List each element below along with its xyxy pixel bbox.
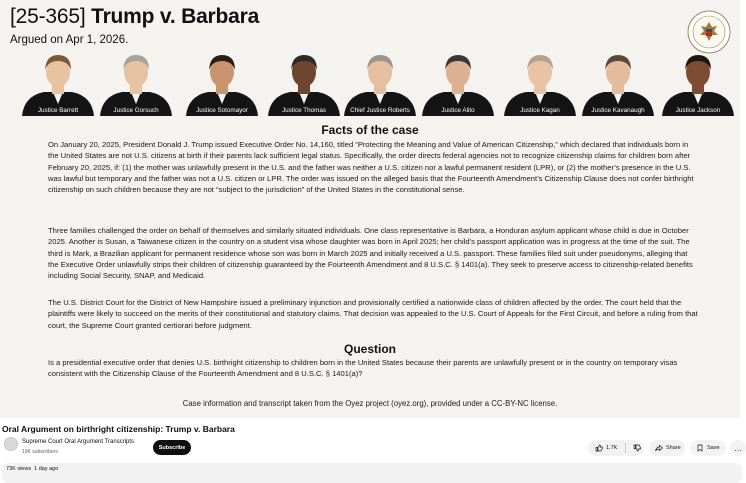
justice-portrait (658, 50, 738, 116)
justice-portrait (418, 50, 498, 116)
justice-name: Justice Alito (441, 107, 475, 114)
like-dislike-group (588, 440, 644, 456)
justice-portrait (264, 50, 344, 116)
justice-name: Justice Sotomayor (196, 107, 248, 114)
justice-portrait (182, 50, 262, 116)
more-actions-button[interactable] (730, 440, 746, 456)
share-icon (655, 444, 663, 452)
description-box[interactable] (2, 463, 742, 483)
save-icon (696, 444, 704, 452)
upload-age: 1 day ago (34, 466, 59, 472)
facts-paragraph: Three families challenged the order on behalf of themselves and similarly situated individuals. One class representative is Barbara, a Honduran asylum applicant whose child is due in October 2025. Another is Susan, a Taiwanese citizen in the country on a student visa whose daughter was born in April 2025; her child’s passport application was in progress at the time of the suit. The third is Mark, a Brazilian applicant for permanent residence whose son was born in March 2025 and initially received a U.S. passport. These families filed suit under pseudonyms, alleging that the Executive Order unlawfully strips their children of citizenship guaranteed by the Fourteenth Amendment and 8 U.S.C. § 1401(a). They seek to preserve access to citizenship-related benefits including Social Security, SNAP, and Medicaid. (48, 226, 693, 281)
facts-paragraph: The U.S. District Court for the District of New Hampshire issued a preliminary injunction and provisionally certified a nationwide class of children affected by the order. The court held that the plaintiffs were likely to succeed on the merits of their constitutional and statutory claims. That decision was appealed to the U.S. Court of Appeals for the First Circuit, and before a ruling from that court, the Supreme Court granted certiorari before judgment. (48, 298, 698, 330)
channel-name[interactable]: Supreme Court Oral Argument Transcripts (22, 439, 135, 445)
justice-portrait (578, 50, 658, 116)
like-button[interactable] (588, 440, 622, 456)
justice-name: Justice Gorsuch (113, 107, 159, 114)
save-label: Save (707, 445, 720, 451)
case-name: Trump v. Barbara (91, 5, 260, 28)
justice-name: Justice Kavanaugh (591, 107, 645, 114)
dislike-button[interactable] (629, 440, 644, 456)
video-meta (6, 466, 58, 472)
source-note: Case information and transcript taken from the Oyez project (oyez.org), provided under a CC-BY-NC license. (182, 399, 558, 408)
justice-portrait (18, 50, 98, 116)
facts-paragraph: On January 20, 2025, President Donald J. Trump issued Executive Order No. 14,160, titled “Protecting the Meaning and Value of American Citizenship,” which declared that individuals born in the United States are not U.S. citizens at birth if their parents lack sufficient legal status. Specifically, the order directs federal agencies not to recognize citizenship claims for children born after February 20, 2025, if: (1) the mother was unlawfully present in the U.S. and the father was neither a U.S. citizen nor a lawful permanent resident (LPR), or (2) the mother’s presence in the U.S. was lawful but temporary and the father was not a U.S. citizen or LPR. The order was issued on the alleged basis that the Fourteenth Amendment’s Citizenship Clause does not confer birthright citizenship on such children because they are not “subject to the jurisdiction” of the United States in the constitutional sense. (48, 140, 694, 195)
justice-portrait (340, 50, 420, 116)
view-count: 73K views (6, 466, 32, 472)
question-text: Is a presidential executive order that denies U.S. birthright citizenship to children born in the United States because their parents are unlawfully present or in the country on temporary visas consistent with the Citizenship Clause of the Fourteenth Amendment and 8 U.S.C. § 1401(a)? (48, 358, 678, 379)
argued-date: Argued on Apr 1, 2026. (10, 34, 129, 46)
justice-portrait (500, 50, 580, 116)
justice-name: Justice Barrett (37, 107, 79, 114)
share-button[interactable] (649, 440, 685, 456)
case-title (10, 5, 259, 29)
subscribe-button[interactable]: Subscribe (153, 440, 191, 455)
subscriber-count: 19K subscribers (22, 449, 58, 455)
justice-name: Justice Kagan (520, 107, 560, 114)
facts-heading: Facts of the case (321, 123, 419, 137)
like-divider (625, 443, 626, 453)
video-title: Oral Argument on birthright citizenship: Trump v. Barbara (2, 424, 235, 434)
question-heading: Question (343, 342, 396, 356)
justices-strip (18, 50, 720, 116)
thumbs-up-icon (595, 444, 603, 452)
justice-name: Chief Justice Roberts (350, 107, 410, 114)
channel-avatar[interactable] (4, 437, 18, 451)
like-count: 1.7K (606, 445, 618, 451)
justice-portrait (96, 50, 176, 116)
share-label: Share (666, 445, 681, 451)
case-number: [25-365] (10, 5, 86, 28)
supreme-court-seal-icon (687, 10, 731, 54)
thumbs-down-icon (633, 444, 641, 452)
save-button[interactable] (690, 440, 726, 456)
more-icon: … (734, 443, 742, 453)
justice-name: Justice Thomas (282, 107, 326, 114)
justice-name: Justice Jackson (675, 107, 721, 114)
